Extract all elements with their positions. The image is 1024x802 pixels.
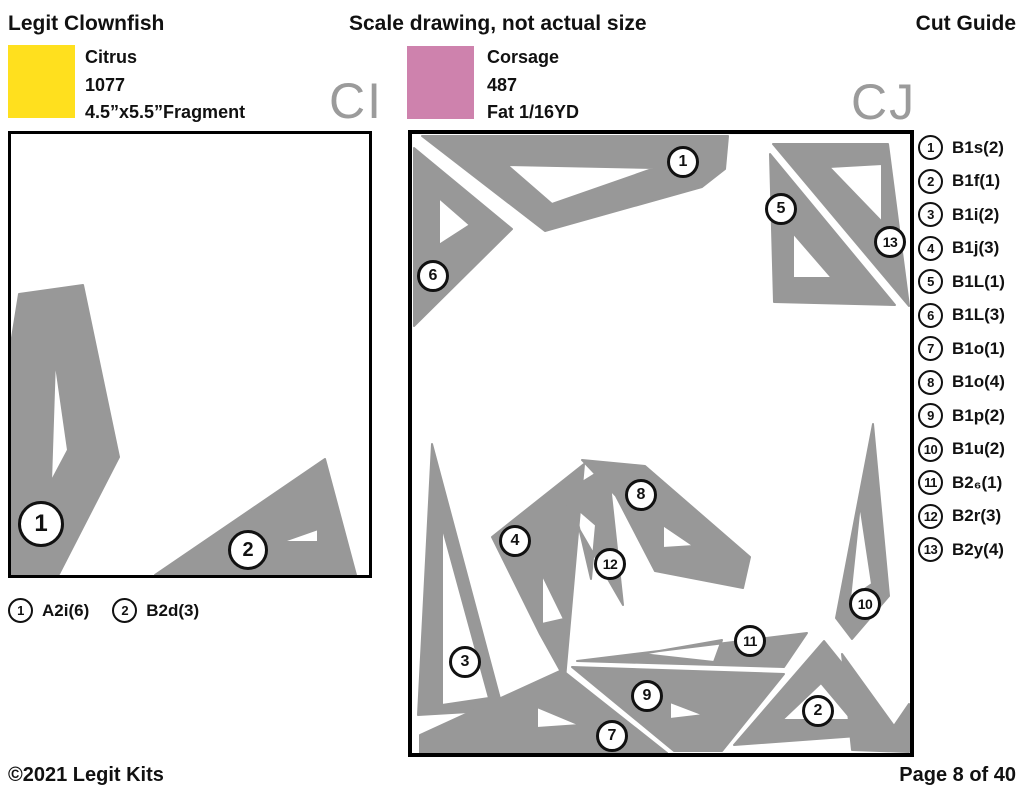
legend-piece-label: B1u(2) (952, 439, 1005, 458)
cj-legend-item (918, 470, 1005, 495)
legend-number-badge: 4 (918, 236, 943, 261)
cj-legend-item (918, 236, 1005, 261)
legend-piece-label: B1i(2) (952, 204, 1000, 224)
ci-fabric-swatch (8, 45, 75, 118)
scale-note: Scale drawing, not actual size (349, 12, 647, 35)
ci-cut-diagram (8, 131, 372, 578)
legend-number-badge: 1 (918, 135, 943, 160)
cj-marker-8: 8 (625, 479, 657, 511)
legend-number-badge: 5 (918, 269, 943, 294)
legend-piece-label: B1f(1) (952, 171, 1001, 190)
legend-number-badge: 6 (918, 303, 943, 328)
cj-fabric-swatch (407, 46, 474, 119)
cj-marker-12: 12 (594, 548, 626, 580)
ci-legend-item (8, 598, 89, 623)
legend-number-badge: 9 (918, 403, 943, 428)
page-number: Page 8 of 40 (899, 764, 1016, 786)
ci-fabric-cut: 4.5”x5.5”Fragment (85, 102, 246, 122)
ci-fabric-number: 1077 (85, 74, 126, 95)
legend-piece-label: B1o(1) (952, 338, 1005, 358)
cj-fabric-name: Corsage (487, 47, 560, 67)
cj-pieces-drawing (412, 134, 910, 753)
legend-number-badge: 3 (918, 202, 943, 227)
cj-marker-2: 2 (802, 695, 834, 727)
ci-marker-2: 2 (228, 530, 268, 570)
cj-fabric-number: 487 (487, 74, 518, 95)
cj-marker-6: 6 (417, 260, 449, 292)
cj-corner-wedge-shape (842, 654, 909, 752)
legend-number-badge: 12 (918, 504, 943, 529)
cj-legend-item (918, 269, 1005, 294)
legend-number-badge: 1 (8, 598, 33, 623)
cj-marker-11: 11 (734, 625, 766, 657)
ci-fabric-name: Citrus (85, 47, 138, 67)
page-title: Cut Guide (915, 12, 1016, 35)
cj-legend-item (918, 437, 1005, 462)
cj-legend-item (918, 169, 1005, 194)
project-title: Legit Clownfish (8, 12, 165, 35)
cj-legend-item (918, 202, 1005, 227)
cj-piece-11-shape (577, 633, 807, 667)
cj-marker-13: 13 (874, 226, 906, 258)
ci-marker-1: 1 (18, 501, 64, 547)
legend-piece-label: B2₆(1) (952, 472, 1003, 492)
cj-marker-9: 9 (631, 680, 663, 712)
cj-code-label: CJ (851, 74, 917, 130)
legend-piece-label: B1p(2) (952, 405, 1005, 425)
legend-number-badge: 10 (918, 437, 943, 462)
legend-number-badge: 11 (918, 470, 943, 495)
legend-number-badge: 13 (918, 537, 943, 562)
cj-legend-item (918, 504, 1005, 529)
legend-number-badge: 7 (918, 336, 943, 361)
cj-cut-diagram (408, 130, 914, 757)
ci-legend-item (112, 598, 199, 623)
cj-marker-7: 7 (596, 720, 628, 752)
legend-number-badge: 2 (918, 169, 943, 194)
cj-fabric-cut: Fat 1/16YD (487, 102, 580, 122)
cj-legend-item (918, 336, 1005, 361)
legend-piece-label: B2r(3) (952, 506, 1002, 525)
legend-piece-label: A2i(6) (42, 600, 90, 620)
legend-piece-label: B1s(2) (952, 137, 1004, 157)
legend-number-badge: 2 (112, 598, 137, 623)
cj-marker-3: 3 (449, 646, 481, 678)
legend-piece-label: B1L(3) (952, 305, 1005, 324)
cj-marker-1: 1 (667, 146, 699, 178)
cj-marker-10: 10 (849, 588, 881, 620)
cj-legend-item (918, 303, 1005, 328)
cj-legend-item (918, 135, 1005, 160)
ci-fabric-info (85, 44, 245, 127)
cj-marker-5: 5 (765, 193, 797, 225)
legend-piece-label: B2y(4) (952, 539, 1004, 559)
legend-piece-label: B1L(1) (952, 271, 1005, 291)
cj-legend-item (918, 370, 1005, 395)
legend-piece-label: B1o(4) (952, 372, 1005, 391)
cj-legend (918, 135, 1005, 562)
ci-pieces-drawing (11, 134, 369, 575)
cj-marker-4: 4 (499, 525, 531, 557)
legend-piece-label: B2d(3) (146, 600, 200, 620)
cj-legend-item (918, 537, 1005, 562)
cj-fabric-info (487, 44, 579, 127)
ci-code-label: CI (329, 73, 383, 129)
legend-number-badge: 8 (918, 370, 943, 395)
copyright-text: ©2021 Legit Kits (8, 764, 164, 786)
ci-legend (8, 598, 199, 623)
legend-piece-label: B1j(3) (952, 238, 1000, 257)
cj-legend-item (918, 403, 1005, 428)
